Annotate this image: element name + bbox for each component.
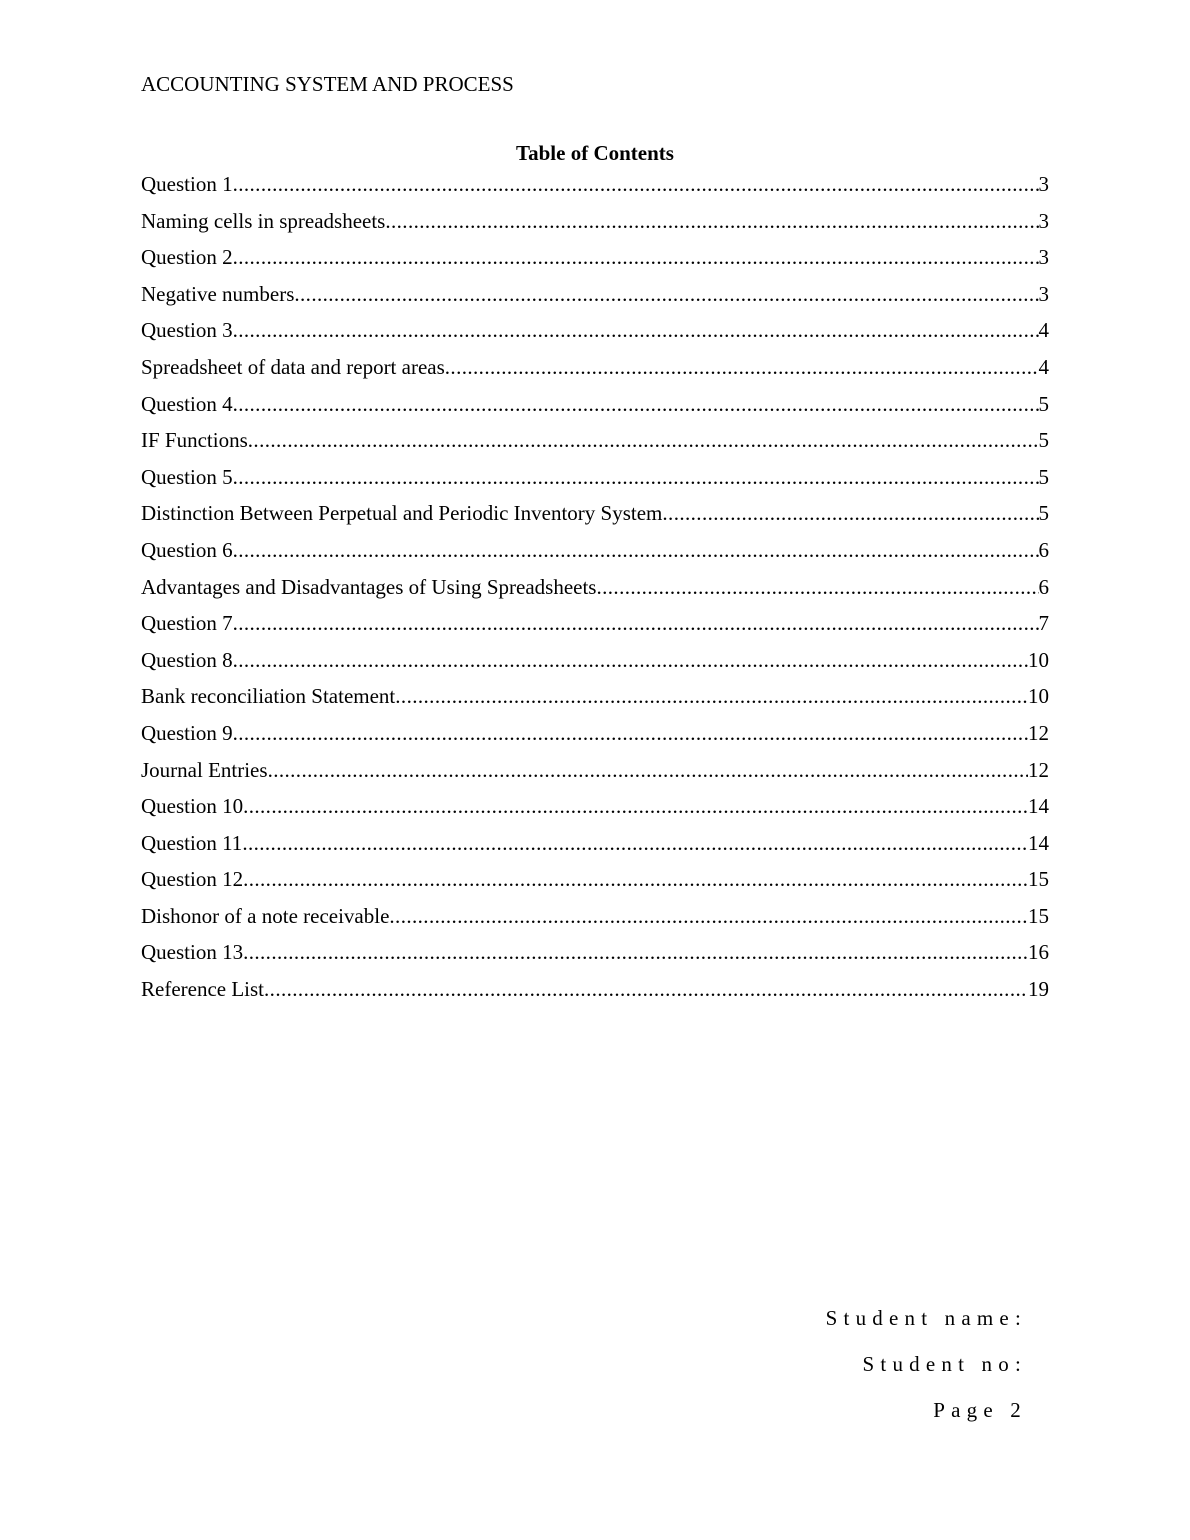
toc-entry[interactable] [141,170,1049,207]
toc-entry[interactable] [141,280,1049,317]
toc-entry[interactable] [141,499,1049,536]
toc-dot-leader [596,573,1038,601]
toc-entry[interactable] [141,573,1049,610]
toc-entry-page: 3 [1038,172,1049,196]
toc-entry-label: Reference List [141,977,265,1002]
toc-entry-label: Dishonor of a note receivable [141,903,390,928]
toc-entry[interactable] [141,938,1049,975]
footer-block [826,1304,1027,1442]
toc-entry-label: IF Functions [141,428,248,453]
toc-entry[interactable] [141,719,1049,756]
toc-entry-page: 10 [1028,684,1049,709]
toc-entry-page: 16 [1028,940,1049,965]
toc-entry-label: Question 3 [141,318,233,343]
toc-entry-page: 5 [1038,391,1049,416]
toc-dot-leader [243,792,1028,820]
toc-dot-leader [233,243,1039,271]
toc-entry-label: Journal Entries [141,757,268,782]
toc-entry-label: Question 13 [141,940,244,965]
toc-entry[interactable] [141,390,1049,427]
toc-dot-leader [233,609,1039,637]
toc-dot-leader [389,902,1028,930]
toc-entry[interactable] [141,682,1049,719]
page-number: Page 2 [933,1398,1027,1422]
toc-entry[interactable] [141,426,1049,463]
toc-entry-page: 3 [1038,208,1049,233]
toc-title: Table of Contents [516,141,674,165]
toc-dot-leader [242,829,1028,857]
table-of-contents [141,170,1049,1012]
toc-entry-label: Question 4 [141,391,233,416]
toc-entry-page: 3 [1038,245,1049,270]
toc-entry-page: 12 [1028,757,1049,782]
toc-entry-page: 5 [1038,501,1049,526]
student-number-label: Student no: [862,1352,1027,1376]
toc-entry[interactable] [141,243,1049,280]
toc-entry-label: Question 11 [141,830,243,855]
toc-entry[interactable] [141,902,1049,939]
toc-entry[interactable] [141,756,1049,793]
toc-entry[interactable] [141,975,1049,1012]
toc-entry-page: 4 [1038,354,1049,379]
toc-entry-page: 6 [1038,537,1049,562]
toc-entry-page: 14 [1028,794,1049,819]
toc-dot-leader [233,536,1039,564]
toc-entry[interactable] [141,865,1049,902]
toc-dot-leader [233,646,1028,674]
toc-dot-leader [233,463,1039,491]
toc-dot-leader [243,865,1028,893]
toc-dot-leader [233,719,1028,747]
toc-entry-label: Question 9 [141,720,233,745]
toc-entry-label: Spreadsheet of data and report areas [141,354,445,379]
toc-entry[interactable] [141,353,1049,390]
toc-entry-page: 10 [1028,647,1049,672]
toc-entry-label: Question 1 [141,172,233,196]
toc-entry-label: Question 7 [141,611,233,636]
toc-entry-page: 15 [1028,903,1049,928]
toc-entry-page: 4 [1038,318,1049,343]
toc-entry-label: Question 2 [141,245,233,270]
toc-entry-label: Question 6 [141,537,233,562]
toc-entry-label: Question 10 [141,794,244,819]
toc-entry-page: 19 [1028,977,1049,1002]
toc-entry-label: Bank reconciliation Statement [141,684,396,709]
toc-dot-leader [233,390,1039,418]
toc-entry[interactable] [141,316,1049,353]
toc-entry-label: Distinction Between Perpetual and Periodic Inventory System [141,501,663,526]
toc-dot-leader [395,682,1028,710]
toc-entry-page: 15 [1028,867,1049,892]
toc-entry-page: 7 [1038,611,1049,636]
toc-entry[interactable] [141,463,1049,500]
toc-entry-page: 5 [1038,428,1049,453]
document-header: ACCOUNTING SYSTEM AND PROCESS [141,72,514,96]
toc-dot-leader [233,170,1039,198]
toc-dot-leader [264,975,1028,1003]
toc-dot-leader [662,499,1038,527]
toc-entry[interactable] [141,536,1049,573]
toc-dot-leader [268,756,1028,784]
toc-entry-page: 6 [1038,574,1049,599]
toc-dot-leader [385,207,1038,235]
toc-dot-leader [248,426,1039,454]
toc-entry[interactable] [141,609,1049,646]
toc-entry-label: Question 12 [141,867,244,892]
toc-dot-leader [233,316,1039,344]
toc-dot-leader [243,938,1028,966]
toc-entry[interactable] [141,829,1049,866]
toc-entry-page: 12 [1028,720,1049,745]
toc-entry[interactable] [141,207,1049,244]
toc-entry-label: Question 8 [141,647,233,672]
toc-entry-page: 14 [1028,830,1049,855]
toc-entry[interactable] [141,646,1049,683]
toc-entry[interactable] [141,792,1049,829]
toc-entry-label: Advantages and Disadvantages of Using Spreadsheets [141,574,597,599]
toc-entry-page: 5 [1038,464,1049,489]
toc-entry-label: Naming cells in spreadsheets [141,208,386,233]
toc-entry-label: Negative numbers [141,281,295,306]
toc-dot-leader [294,280,1038,308]
toc-entry-label: Question 5 [141,464,233,489]
student-name-label: Student name: [825,1306,1027,1330]
toc-entry-page: 3 [1038,281,1049,306]
toc-dot-leader [445,353,1039,381]
